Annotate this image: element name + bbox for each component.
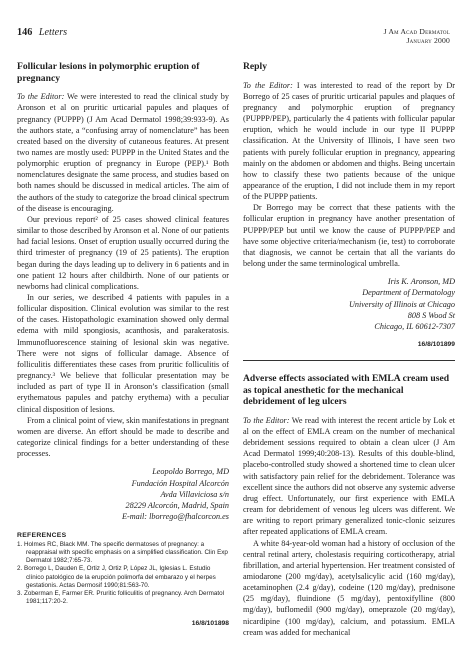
editor-salutation: To the Editor: — [17, 92, 65, 102]
page-number: 146 — [17, 27, 33, 38]
paragraph-text: In our series, we described 4 patients with papules in a follicular disposition. Clinical evolution was similar to the rest of the cases. Histopathologic examination showed only dermal edema with mild spongiosis, acanthosis, and parakeratosis. Immunofluorescence staining of lesional skin was negative. There were not signs of follicular damage. Absence of folliculitis differentiates these cases from pruritic folliculitis of pregnancy.³ We believe that follicular presentation may be included as part of type II in Aronson’s classification (small erythematous papules and patchy erythema) with a peculiar clinical disposition of lesions. — [17, 293, 229, 414]
journal-issue: January 2000 — [406, 36, 450, 46]
paragraph-text: I was interested to read of the report by Dr Borrego of 25 cases of pruritic urticarial papules and plaques of pregnancy and polymorphic eruption of pregnancy (PUPPP/PEP), particularly the 4 patients with follicular papular eruption, which he would include in our type II PUPPP classification. At the University of Illinois, I have seen two patients with purely follicular eruption in pregnancy, appearing mainly on the abdomen or abdomen and thighs. Being uncertain how to classify these two patients because of the unique appearance of the eruption, I did not include them in my report of the PUPPP patients. — [243, 80, 455, 202]
paragraph-text: Dr Borrego may be correct that these patients with the follicular eruption in pregnancy have another presentation of PUPPP/PEP but until we know the cause of PUPPP/PEP and have some objective criteria/mechanism (ie, test) to corroborate that diagnosis, we cannot be certain that all the variants do belong under the same terminological umbrella. — [243, 203, 455, 269]
paragraph — [243, 80, 455, 203]
references-list — [17, 541, 229, 606]
editor-salutation: To the Editor: — [243, 80, 293, 90]
running-head-right — [384, 27, 450, 46]
editor-salutation: To the Editor: — [243, 415, 290, 425]
paragraph — [17, 415, 229, 460]
signature-line: E-mail: lborrego@fhalcorcon.es — [122, 511, 229, 521]
running-head-left — [17, 27, 67, 38]
letter-signature — [17, 466, 229, 522]
letter-title: Follicular lesions in polymorphic eruption of pregnancy — [17, 61, 200, 84]
reference-item: 2. Borrego L, Dauden E, Ortiz J, Ortiz P, López JL, Iglesias L. Estudio clínico patológico de la erupción polimorfa del embarazo y el herpes gestationis. Actas Dermosif 1990;81:563-70. — [17, 565, 216, 589]
paragraph — [17, 91, 229, 214]
references-heading: REFERENCES — [17, 532, 67, 540]
signature-line: Leopoldo Borrego, MD — [152, 467, 229, 477]
paragraph — [243, 202, 455, 269]
signature-line: Department of Dermatology — [362, 288, 455, 298]
reply-body — [243, 80, 455, 270]
emla-letter-title: Adverse effects associated with EMLA cream used as topical anesthetic for the mechanical debridement of leg ulcers — [243, 373, 450, 408]
reference-item: 3. Zoberman E, Farmer ER. Pruritic folliculitis of pregnancy. Arch Dermatol 1981;117:20-2. — [17, 589, 225, 605]
paragraph-text: From a clinical point of view, skin manifestations in pregnant women are diverse. An effort should be made to describe and categorize clinical findings for a better understanding of these processes. — [17, 415, 229, 459]
signature-line: Avda Villaviciosa s/n — [160, 489, 229, 499]
right-column — [243, 61, 455, 638]
paragraph — [243, 538, 455, 638]
section-name: Letters — [38, 27, 68, 38]
emla-letter-body — [243, 415, 455, 638]
signature-line: Chicago, IL 60612-7307 — [374, 321, 455, 331]
signature-line: University of Illinois at Chicago — [349, 299, 455, 309]
reply-signature — [243, 276, 455, 332]
letter-body — [17, 91, 229, 459]
paragraph — [17, 292, 229, 415]
paragraph-text: Our previous report² of 25 cases showed clinical features similar to those described by Aronson et al. None of our patients had facial lesions. Onset of eruption usually occurred during the third trimester of pregnancy (19 of 25 patients). The eruption began during the days leading up to delivery in 6 patients and in one patient 12 hours after childbirth. None of our patients or newborns had clinical complications. — [17, 214, 229, 291]
manuscript-code: 16/8/101898 — [191, 619, 229, 627]
signature-line: 28229 Alcorcón, Madrid, Spain — [125, 500, 229, 510]
reference-item: 1. Holmes RC, Black MM. The specific dermatoses of pregnancy: a reappraisal with specific emphasis on a simplified classification. Clin Exp Dermatol 1982;7:65-73. — [17, 541, 228, 565]
paragraph-text: We were interested to read the clinical study by Aronson et al on pruritic urticarial papules and plaques of pregnancy (PUPPP) (J Am Acad Dermatol 1998;39:933-9). As the authors state, a “confusing array of nomenclature” has been created based on the diversity of cutaneous features. At present two names are mostly used: PUPPP in the United States and the polymorphic eruption of pregnancy in Europe (PEP).¹ Both nomenclatures designate the same process, and studies based on both names should be discussed in medical articles. The aim of the authors of the study to categorize the broad clinical spectrum of the disease is encouraging. — [17, 92, 229, 213]
signature-line: Fundación Hospital Alcorcón — [131, 478, 229, 488]
signature-line: Iris K. Aronson, MD — [387, 277, 455, 287]
signature-line: 808 S Wood St — [407, 310, 455, 320]
reply-manuscript-code: 16/8/101899 — [417, 341, 455, 349]
section-divider — [243, 360, 455, 361]
paragraph-text: A white 84-year-old woman had a history of occlusion of the central retinal artery, cholestasis requiring corticotherapy, atrial fibrillation, and arterial hypertension. Her treatment consisted of amiodarone (200 mg/day), acetylsalicylic acid (160 mg/day), acetaminophen (2.4 g/day), codeine (120 mg/day), prednisone (25 mg/day), fluindione (5 mg/day), pentoxifylline (800 mg/day), buflomedil (900 mg/day), omeprazole (20 mg/day), nicardipine (100 mg/day), calcium, and potassium. EMLA cream was added for mechanical — [243, 538, 455, 637]
reply-title: Reply — [243, 61, 267, 72]
journal-name: J Am Acad Dermatol — [383, 27, 450, 36]
paragraph-text: We read with interest the recent article by Lok et al on the effect of EMLA cream on the number of mechanical debridement sessions required to obtain a clean ulcer (J Am Acad Dermatol 1999;40:208-13). Results of this double-blind, placebo-controlled study showed a shortened time to clean ulcer with satisfactory pain relief for the debridement. Tolerance was excellent since the authors did not observe any systemic adverse drug effect. Unfortunately, our first experience with EMLA cream for debridement of venous leg ulcers was different. We are writing to report primary generalized tonic-clonic seizures after repeated applications of EMLA cream. — [243, 415, 455, 537]
paragraph — [17, 214, 229, 292]
paragraph — [243, 415, 455, 538]
left-column — [17, 61, 229, 627]
